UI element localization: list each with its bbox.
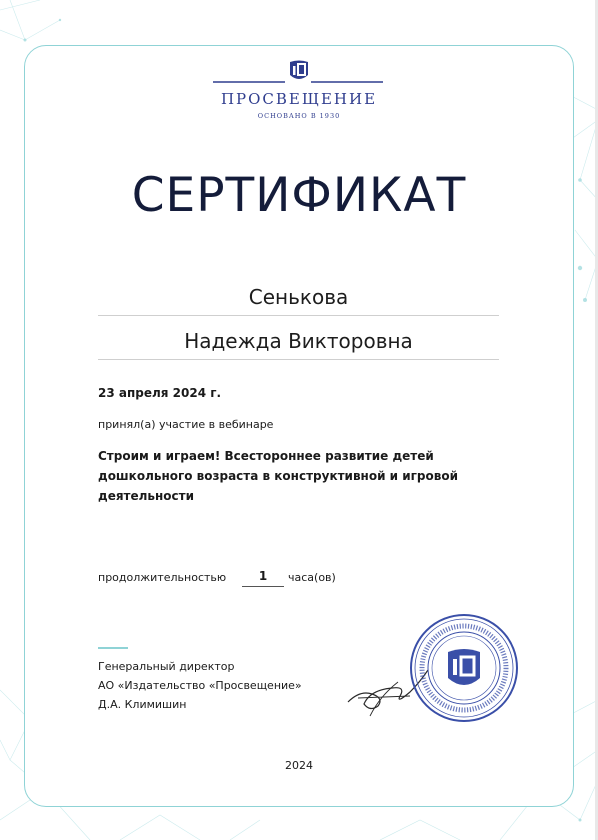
- recipient-last-name: Сенькова: [248, 285, 349, 309]
- certificate-year: 2024: [285, 759, 313, 772]
- signatory-position: Генеральный директор: [98, 660, 235, 673]
- event-date: 23 апреля 2024 г.: [98, 386, 222, 400]
- logo-ip-icon: [288, 59, 310, 83]
- official-stamp: [408, 612, 520, 724]
- webinar-title: Строим и играем! Всестороннее развитие детей дошкольного возраста в конструктивной и игровой деятельности: [98, 449, 459, 503]
- recipient-first-names: Надежда Викторовна: [184, 329, 413, 353]
- signatory-organization: АО «Издательство «Просвещение»: [98, 679, 302, 692]
- duration-label: продолжительностью: [98, 571, 227, 584]
- certificate-title: СЕРТИФИКАТ: [131, 168, 467, 223]
- name-divider: [98, 315, 499, 316]
- signatory-block: [98, 657, 302, 714]
- participation-text: принял(а) участие в вебинаре: [98, 418, 274, 431]
- duration-value: 1: [242, 569, 284, 587]
- accent-line: [98, 647, 128, 649]
- signatory-name: Д.А. Климишин: [98, 698, 187, 711]
- duration-unit: часа(ов): [288, 571, 336, 584]
- brand-founded: ОСНОВАНО В 1930: [257, 112, 341, 120]
- name-divider: [98, 359, 499, 360]
- brand-name: ПРОСВЕЩЕНИЕ: [220, 90, 378, 108]
